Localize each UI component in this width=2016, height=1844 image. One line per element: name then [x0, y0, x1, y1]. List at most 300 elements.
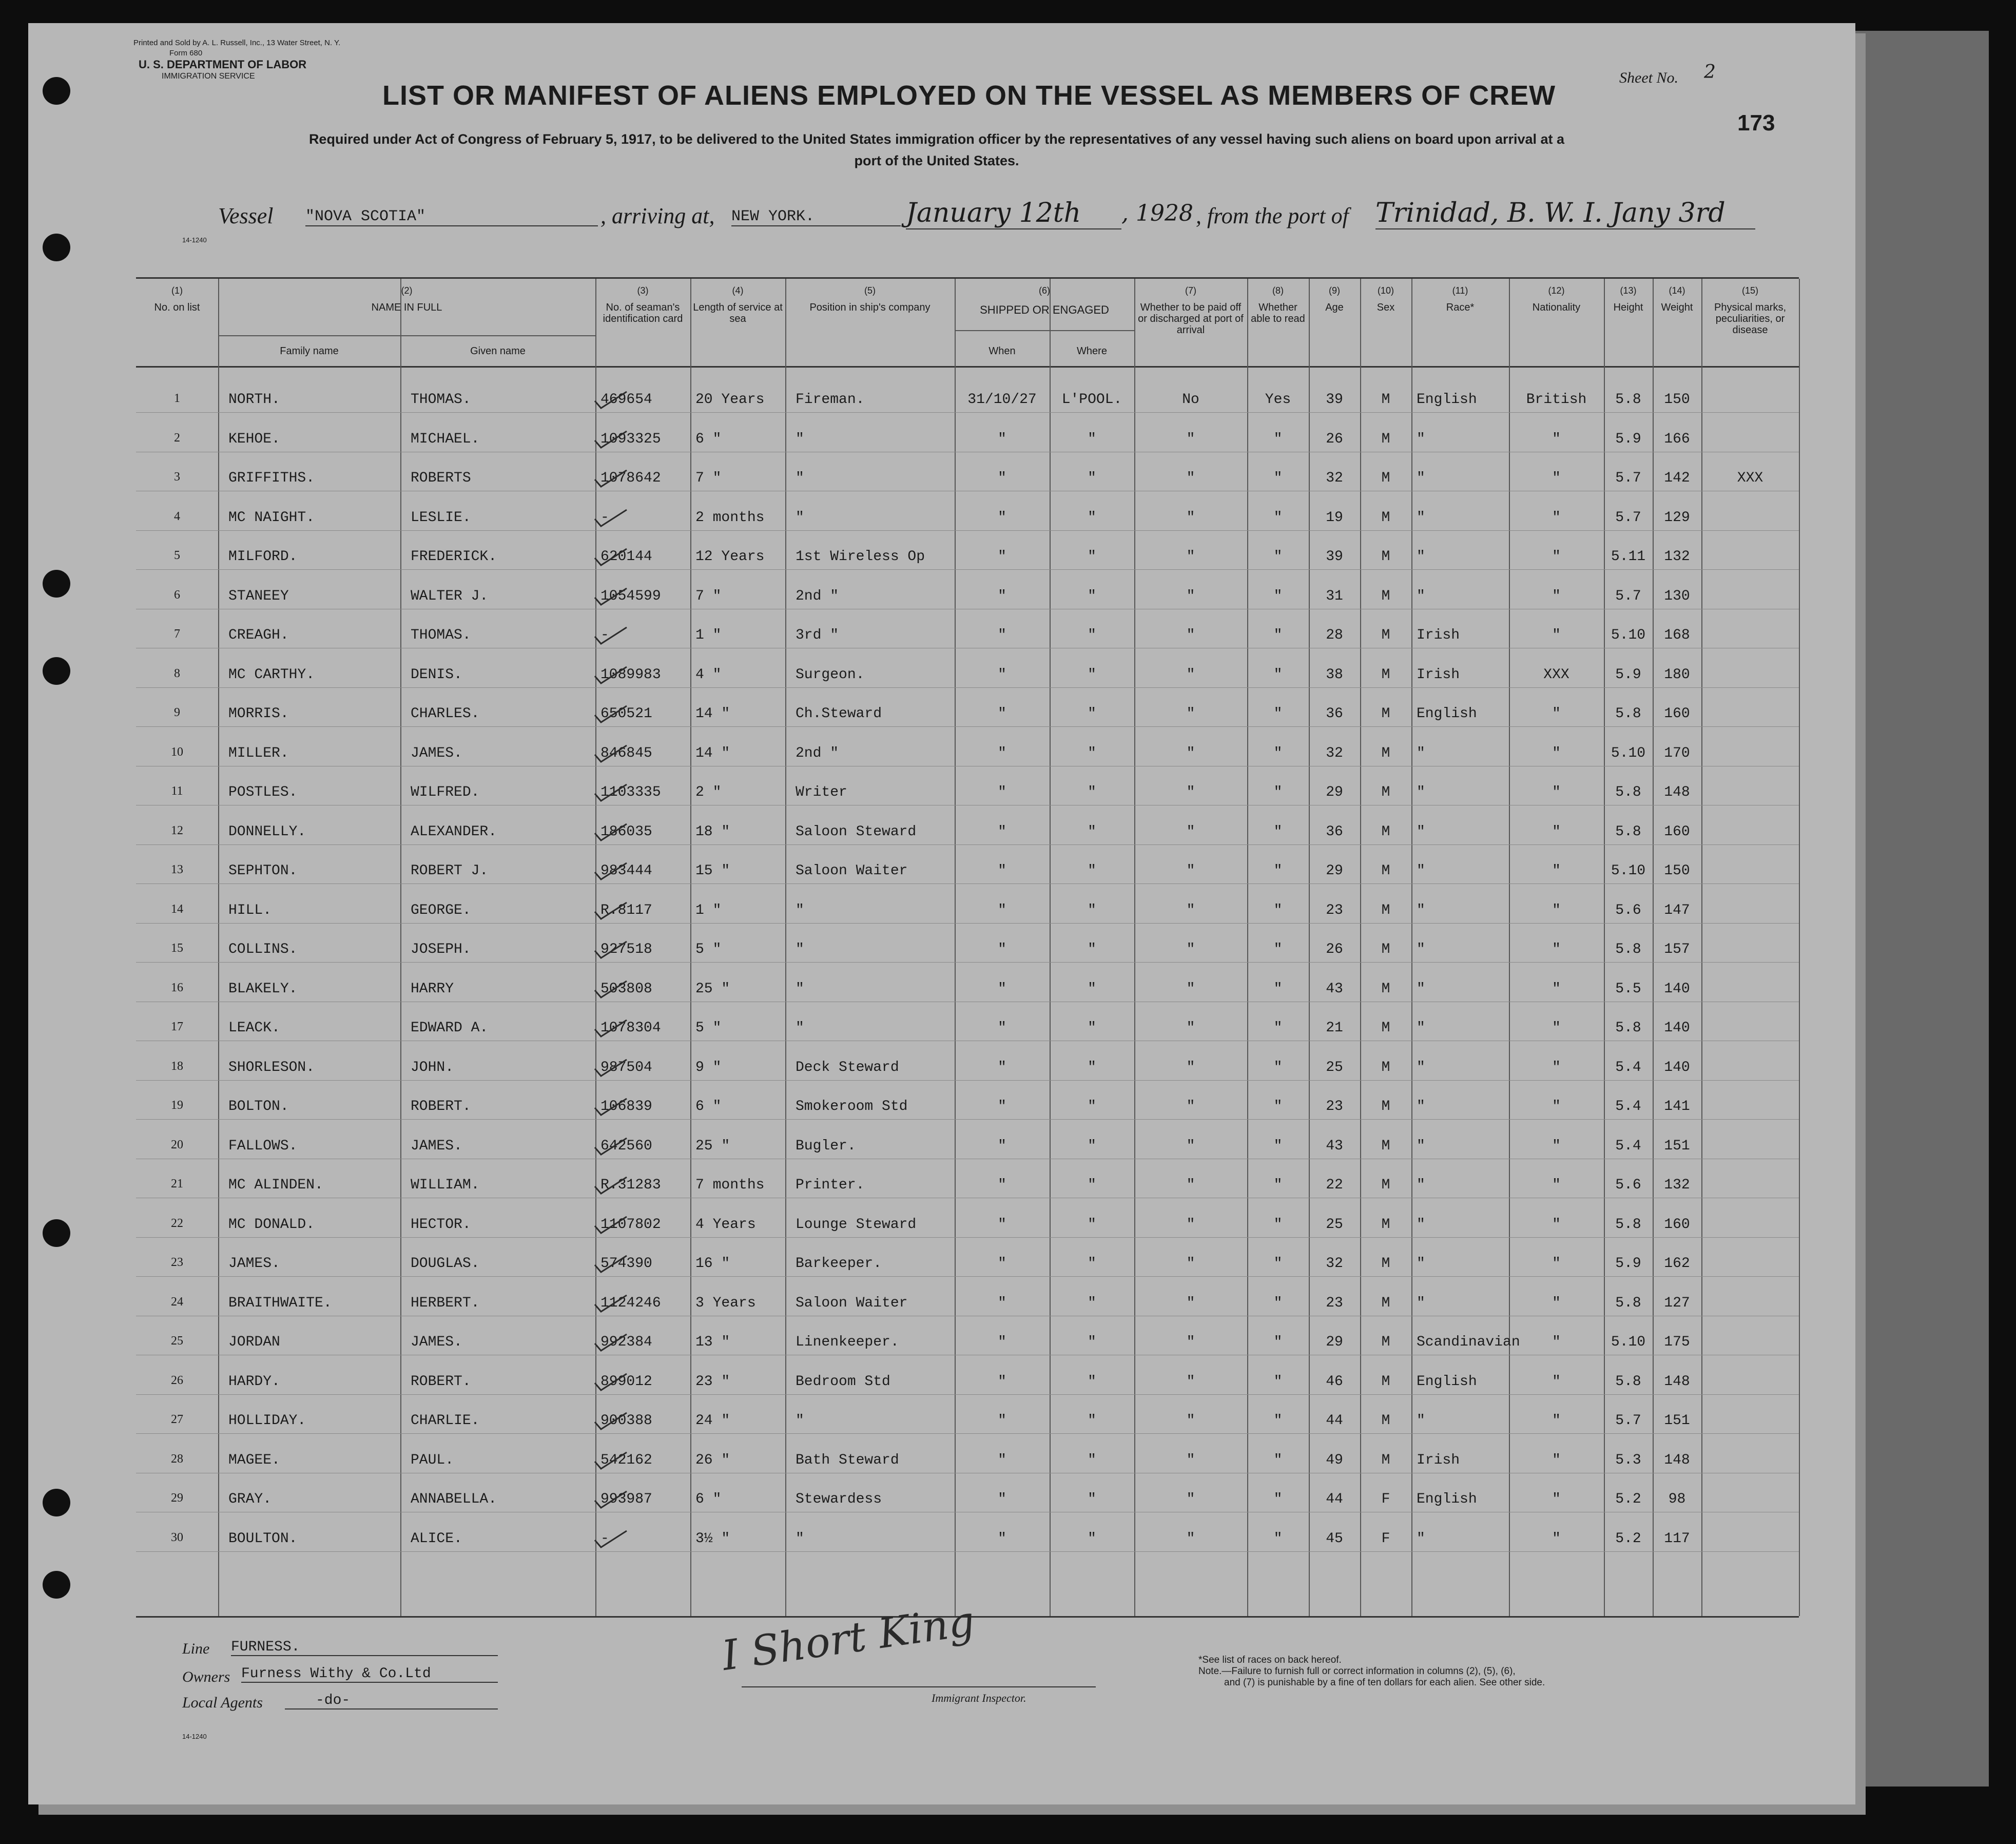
cell-paid-off: "	[1186, 784, 1195, 800]
check-mark-icon	[593, 1489, 629, 1510]
cell-family: JORDAN	[228, 1334, 280, 1350]
column-rule	[1799, 279, 1800, 1616]
table-row	[136, 1295, 1799, 1316]
cell-position: "	[796, 902, 804, 918]
cell-age: 29	[1326, 784, 1343, 800]
cell-where: "	[1088, 1059, 1096, 1075]
cell-sex: M	[1381, 509, 1390, 526]
cell-service: 9 "	[695, 1059, 722, 1075]
cell-no: 18	[171, 1059, 183, 1073]
cell-card: 1054599	[600, 588, 661, 604]
cell-family: GRAY.	[228, 1491, 272, 1507]
cell-paid-off: "	[1186, 1491, 1195, 1507]
cell-service: 6 "	[695, 431, 722, 447]
from-port: Trinidad, B. W. I. Jany 3rd	[1375, 198, 1755, 229]
group-header-rule	[218, 335, 595, 336]
cell-height: 5.9	[1615, 666, 1641, 683]
cell-sex: F	[1381, 1491, 1390, 1507]
cell-marks: XXX	[1737, 470, 1763, 486]
cell-where: "	[1088, 1177, 1096, 1193]
cell-service: 14 "	[695, 706, 730, 722]
cell-age: 49	[1326, 1452, 1343, 1468]
cell-race: "	[1417, 1099, 1425, 1115]
cell-service: 6 "	[695, 1099, 722, 1115]
column-header: Race*	[1446, 302, 1475, 313]
check-mark-icon	[593, 625, 629, 646]
cell-weight: 160	[1664, 1216, 1690, 1233]
cell-paid-off: "	[1186, 1020, 1195, 1036]
cell-nationality: "	[1552, 1530, 1561, 1547]
table-row	[136, 392, 1799, 412]
cell-where: L'POOL.	[1061, 392, 1122, 408]
cell-family: BLAKELY.	[228, 981, 298, 997]
cell-read: "	[1273, 549, 1283, 565]
cell-when: "	[998, 902, 1006, 918]
check-mark-icon	[593, 1254, 629, 1274]
cell-position: Deck Steward	[796, 1059, 899, 1075]
cell-family: POSTLES.	[228, 784, 298, 800]
group-header-rule	[955, 330, 1134, 331]
cell-nationality: XXX	[1543, 666, 1569, 683]
cell-when: "	[998, 942, 1006, 957]
cell-service: 18 "	[695, 823, 730, 840]
cell-weight: 150	[1664, 392, 1690, 408]
cell-weight: 147	[1664, 902, 1690, 918]
cell-given: THOMAS.	[411, 392, 471, 408]
from-port-label: , from the port of	[1196, 203, 1349, 228]
table-row	[136, 1217, 1799, 1237]
cell-weight: 170	[1664, 745, 1690, 761]
row-rule	[136, 1237, 1799, 1238]
table-row	[136, 1099, 1799, 1119]
cell-service: 1 "	[695, 627, 722, 643]
cell-nationality: "	[1552, 823, 1561, 840]
cell-height: 5.9	[1615, 1256, 1641, 1272]
cell-weight: 132	[1664, 1177, 1690, 1193]
cell-nationality: "	[1552, 1138, 1561, 1154]
column-subheader: When	[988, 345, 1016, 357]
cell-weight: 166	[1664, 431, 1690, 447]
cell-paid-off: "	[1186, 549, 1195, 565]
cell-paid-off: "	[1186, 745, 1195, 761]
form-code: 14-1240	[182, 236, 207, 244]
cell-read: "	[1273, 1138, 1283, 1154]
cell-position: Barkeeper.	[796, 1256, 882, 1272]
cell-paid-off: "	[1186, 627, 1195, 643]
cell-when: "	[998, 1452, 1006, 1468]
printer-note: Printed and Sold by A. L. Russell, Inc., 13 Water Street, N. Y.	[133, 39, 341, 47]
cell-where: "	[1088, 627, 1096, 643]
cell-when: "	[998, 666, 1006, 683]
column-number: (13)	[1620, 285, 1637, 296]
cell-nationality: "	[1552, 470, 1561, 486]
cell-weight: 151	[1664, 1138, 1690, 1154]
cell-card: 503808	[600, 981, 652, 997]
cell-age: 29	[1326, 863, 1343, 879]
check-mark-icon	[593, 665, 629, 685]
cell-service: 7 "	[695, 588, 722, 604]
cell-family: JAMES.	[228, 1256, 280, 1272]
cell-sex: M	[1381, 1177, 1390, 1193]
cell-weight: 117	[1664, 1530, 1690, 1547]
line-label: Line	[182, 1640, 210, 1657]
cell-read: "	[1273, 588, 1283, 604]
cell-when: "	[998, 1295, 1006, 1311]
cell-position: "	[796, 431, 804, 447]
cell-weight: 127	[1664, 1295, 1690, 1311]
cell-card: -	[600, 509, 609, 526]
cell-sex: M	[1381, 784, 1390, 800]
cell-sex: M	[1381, 431, 1390, 447]
column-header: Position in ship's company	[809, 302, 931, 313]
cell-age: 19	[1326, 509, 1343, 526]
cell-height: 5.8	[1615, 706, 1641, 722]
cell-position: Ch.Steward	[796, 706, 882, 722]
cell-no: 30	[171, 1530, 183, 1544]
cell-card: R.31283	[600, 1177, 661, 1193]
cell-service: 16 "	[695, 1256, 730, 1272]
table-row	[136, 902, 1799, 923]
cell-paid-off: "	[1186, 1452, 1195, 1468]
table-row	[136, 1256, 1799, 1276]
cell-height: 5.10	[1611, 863, 1646, 879]
cell-nationality: "	[1552, 509, 1561, 526]
cell-card: 983444	[600, 863, 652, 879]
cell-given: HARRY	[411, 981, 454, 997]
cell-family: STANEEY	[228, 588, 289, 604]
cell-age: 36	[1326, 823, 1343, 840]
check-mark-icon	[593, 1372, 629, 1392]
cell-when: "	[998, 627, 1006, 643]
cell-family: MAGEE.	[228, 1452, 280, 1468]
form-number: Form 680	[169, 49, 203, 57]
cell-when: "	[998, 1413, 1006, 1429]
table-row	[136, 510, 1799, 530]
column-header: Nationality	[1532, 302, 1581, 313]
cell-paid-off: "	[1186, 1256, 1195, 1272]
check-mark-icon	[593, 979, 629, 1000]
cell-height: 5.8	[1615, 1020, 1641, 1036]
column-number: (11)	[1452, 285, 1468, 296]
table-row	[136, 1020, 1799, 1041]
check-mark-icon	[593, 508, 629, 528]
cell-given: ROBERT.	[411, 1099, 471, 1115]
arrival-date: January 12th	[906, 198, 1121, 229]
cell-age: 44	[1326, 1491, 1343, 1507]
cell-family: KEHOE.	[228, 431, 280, 447]
column-header: No. on list	[154, 302, 200, 313]
cell-card: 1089983	[600, 666, 661, 683]
column-number: (15)	[1741, 285, 1758, 296]
cell-family: MC ALINDEN.	[228, 1177, 323, 1193]
cell-family: FALLOWS.	[228, 1138, 298, 1154]
cell-given: ALICE.	[411, 1530, 462, 1547]
cell-sex: M	[1381, 549, 1390, 565]
cell-position: Linenkeeper.	[796, 1334, 899, 1350]
cell-nationality: "	[1552, 1373, 1561, 1390]
cell-paid-off: "	[1186, 1530, 1195, 1547]
cell-paid-off: "	[1186, 981, 1195, 997]
cell-race: "	[1417, 1216, 1425, 1233]
cell-read: "	[1273, 1059, 1283, 1075]
cell-given: FREDERICK.	[411, 549, 497, 565]
cell-given: DENIS.	[411, 666, 462, 683]
cell-read: "	[1273, 863, 1283, 879]
cell-position: "	[796, 509, 804, 526]
cell-paid-off: "	[1186, 509, 1195, 526]
cell-card: 1078304	[600, 1020, 661, 1036]
cell-card: -	[600, 1530, 609, 1547]
cell-service: 3½ "	[695, 1530, 730, 1547]
table-row	[136, 1531, 1799, 1551]
cell-age: 25	[1326, 1059, 1343, 1075]
cell-given: EDWARD A.	[411, 1020, 489, 1036]
cell-when: "	[998, 1530, 1006, 1547]
cell-height: 5.8	[1615, 823, 1641, 840]
cell-sex: M	[1381, 1452, 1390, 1468]
column-header: Whether able to read	[1251, 302, 1305, 324]
cell-where: "	[1088, 470, 1096, 486]
cell-where: "	[1088, 1413, 1096, 1429]
cell-no: 8	[174, 666, 180, 680]
cell-given: JOHN.	[411, 1059, 454, 1075]
cell-race: "	[1417, 1138, 1425, 1154]
cell-service: 7 "	[695, 470, 722, 486]
cell-card: 1124246	[600, 1295, 661, 1311]
cell-read: "	[1273, 1020, 1283, 1036]
cell-read: "	[1273, 666, 1283, 683]
binder-hole	[43, 234, 70, 261]
cell-no: 23	[171, 1256, 183, 1269]
cell-position: Writer	[796, 784, 847, 800]
binder-hole	[43, 1489, 70, 1516]
cell-height: 5.6	[1615, 1177, 1641, 1193]
column-subheader: Given name	[470, 345, 526, 357]
column-header: SHIPPED OR ENGAGED	[980, 303, 1109, 316]
cell-no: 17	[171, 1020, 183, 1033]
cell-weight: 130	[1664, 588, 1690, 604]
cell-where: "	[1088, 745, 1096, 761]
header-divider	[136, 366, 1799, 368]
cell-given: PAUL.	[411, 1452, 454, 1468]
cell-read: "	[1273, 1413, 1283, 1429]
cell-age: 22	[1326, 1177, 1343, 1193]
cell-position: 1st Wireless Op	[796, 549, 925, 565]
cell-card: 542162	[600, 1452, 652, 1468]
cell-sex: M	[1381, 1059, 1390, 1075]
cell-no: 29	[171, 1491, 183, 1505]
cell-race: "	[1417, 745, 1425, 761]
cell-service: 2 "	[695, 784, 722, 800]
cell-position: "	[796, 1413, 804, 1429]
races-note: *See list of races on back hereof.	[1198, 1655, 1342, 1665]
binder-hole	[43, 570, 70, 598]
cell-sex: M	[1381, 981, 1390, 997]
cell-no: 6	[174, 588, 180, 602]
column-subheader: Where	[1077, 345, 1107, 357]
cell-position: Printer.	[796, 1177, 865, 1193]
check-mark-icon	[593, 1529, 629, 1549]
cell-where: "	[1088, 1020, 1096, 1036]
cell-race: "	[1417, 1530, 1425, 1547]
cell-race: "	[1417, 942, 1425, 957]
cell-no: 2	[174, 431, 180, 445]
cell-position: "	[796, 942, 804, 957]
cell-no: 20	[171, 1138, 183, 1151]
cell-read: "	[1273, 1177, 1283, 1193]
cell-read: "	[1273, 1256, 1283, 1272]
cell-age: 43	[1326, 981, 1343, 997]
cell-given: LESLIE.	[411, 509, 471, 526]
cell-position: 2nd "	[796, 588, 839, 604]
column-number: (9)	[1329, 285, 1340, 296]
cell-card: 993987	[600, 1491, 652, 1507]
cell-position: "	[796, 470, 804, 486]
cell-weight: 132	[1664, 549, 1690, 565]
sheet-label: Sheet No.	[1619, 69, 1678, 86]
cell-paid-off: "	[1186, 588, 1195, 604]
column-number: (10)	[1377, 285, 1394, 296]
cell-when: "	[998, 981, 1006, 997]
cell-when: "	[998, 1216, 1006, 1233]
binder-hole	[43, 77, 70, 105]
cell-age: 21	[1326, 1020, 1343, 1036]
cell-paid-off: "	[1186, 1177, 1195, 1193]
cell-read: "	[1273, 1099, 1283, 1115]
cell-sex: M	[1381, 942, 1390, 957]
cell-read: Yes	[1265, 392, 1291, 408]
table-row	[136, 1334, 1799, 1355]
row-rule	[136, 883, 1799, 884]
cell-given: JAMES.	[411, 1138, 462, 1154]
cell-sex: M	[1381, 1373, 1390, 1390]
cell-age: 32	[1326, 745, 1343, 761]
cell-weight: 148	[1664, 1373, 1690, 1390]
owners-value: Furness Withy & Co.Ltd	[241, 1666, 498, 1683]
cell-age: 23	[1326, 1295, 1343, 1311]
cell-where: "	[1088, 784, 1096, 800]
cell-when: "	[998, 509, 1006, 526]
cell-service: 25 "	[695, 1138, 730, 1154]
cell-race: "	[1417, 1177, 1425, 1193]
check-mark-icon	[593, 782, 629, 803]
cell-where: "	[1088, 588, 1096, 604]
cell-given: ROBERTS	[411, 470, 471, 486]
cell-paid-off: "	[1186, 1216, 1195, 1233]
table-row	[136, 1413, 1799, 1433]
cell-where: "	[1088, 942, 1096, 957]
cell-given: JAMES.	[411, 1334, 462, 1350]
cell-when: "	[998, 1256, 1006, 1272]
cell-race: "	[1417, 549, 1425, 565]
subtitle-line2: port of the United States.	[854, 153, 1019, 168]
cell-no: 11	[171, 784, 183, 798]
cell-no: 10	[171, 745, 183, 759]
cell-where: "	[1088, 1530, 1096, 1547]
column-header: Whether to be paid off or discharged at port of arrival	[1138, 302, 1244, 336]
check-mark-icon	[593, 1411, 629, 1431]
cell-family: HOLLIDAY.	[228, 1413, 306, 1429]
row-rule	[136, 412, 1799, 413]
cell-age: 32	[1326, 470, 1343, 486]
cell-sex: M	[1381, 1256, 1390, 1272]
cell-where: "	[1088, 666, 1096, 683]
cell-height: 5.7	[1615, 470, 1641, 486]
cell-position: "	[796, 1020, 804, 1036]
cell-age: 26	[1326, 431, 1343, 447]
cell-age: 36	[1326, 706, 1343, 722]
cell-family: LEACK.	[228, 1020, 280, 1036]
cell-paid-off: "	[1186, 706, 1195, 722]
cell-nationality: "	[1552, 1295, 1561, 1311]
cell-race: "	[1417, 1295, 1425, 1311]
cell-nationality: "	[1552, 981, 1561, 997]
cell-when: "	[998, 1373, 1006, 1390]
cell-nationality: "	[1552, 1491, 1561, 1507]
cell-age: 39	[1326, 549, 1343, 565]
cell-age: 44	[1326, 1413, 1343, 1429]
column-header: Age	[1325, 302, 1344, 313]
cell-read: "	[1273, 706, 1283, 722]
agents-label: Local Agents	[182, 1694, 263, 1711]
table-row	[136, 1374, 1799, 1394]
cell-sex: M	[1381, 1334, 1390, 1350]
binder-hole	[43, 657, 70, 685]
cell-card: 900388	[600, 1413, 652, 1429]
cell-service: 4 "	[695, 666, 722, 683]
cell-family: DONNELLY.	[228, 823, 306, 840]
cell-given: MICHAEL.	[411, 431, 480, 447]
cell-sex: M	[1381, 745, 1390, 761]
table-row	[136, 981, 1799, 1002]
cell-paid-off: No	[1182, 392, 1199, 408]
cell-position: "	[796, 1530, 804, 1547]
cell-when: "	[998, 706, 1006, 722]
row-rule	[136, 844, 1799, 845]
cell-where: "	[1088, 1373, 1096, 1390]
cell-sex: M	[1381, 470, 1390, 486]
table-row	[136, 1491, 1799, 1512]
cell-race: "	[1417, 784, 1425, 800]
cell-age: 31	[1326, 588, 1343, 604]
cell-read: "	[1273, 1373, 1283, 1390]
cell-sex: M	[1381, 588, 1390, 604]
column-number: (8)	[1272, 285, 1284, 296]
column-number: (14)	[1669, 285, 1685, 296]
cell-when: "	[998, 1334, 1006, 1350]
table-row	[136, 1060, 1799, 1080]
cell-position: Surgeon.	[796, 666, 865, 683]
cell-nationality: "	[1552, 784, 1561, 800]
cell-race: English	[1417, 1491, 1477, 1507]
cell-position: Bugler.	[796, 1138, 856, 1154]
cell-card: 186035	[600, 823, 652, 840]
cell-race: Irish	[1417, 627, 1460, 643]
cell-service: 26 "	[695, 1452, 730, 1468]
cell-position: Stewardess	[796, 1491, 882, 1507]
cell-family: BOULTON.	[228, 1530, 298, 1547]
cell-paid-off: "	[1186, 1295, 1195, 1311]
cell-paid-off: "	[1186, 666, 1195, 683]
cell-where: "	[1088, 902, 1096, 918]
table-row	[136, 824, 1799, 844]
cell-nationality: "	[1552, 706, 1561, 722]
vessel-name: "NOVA SCOTIA"	[305, 208, 598, 226]
cell-position: 3rd "	[796, 627, 839, 643]
cell-card: 642560	[600, 1138, 652, 1154]
cell-nationality: "	[1552, 1413, 1561, 1429]
row-rule	[136, 923, 1799, 924]
